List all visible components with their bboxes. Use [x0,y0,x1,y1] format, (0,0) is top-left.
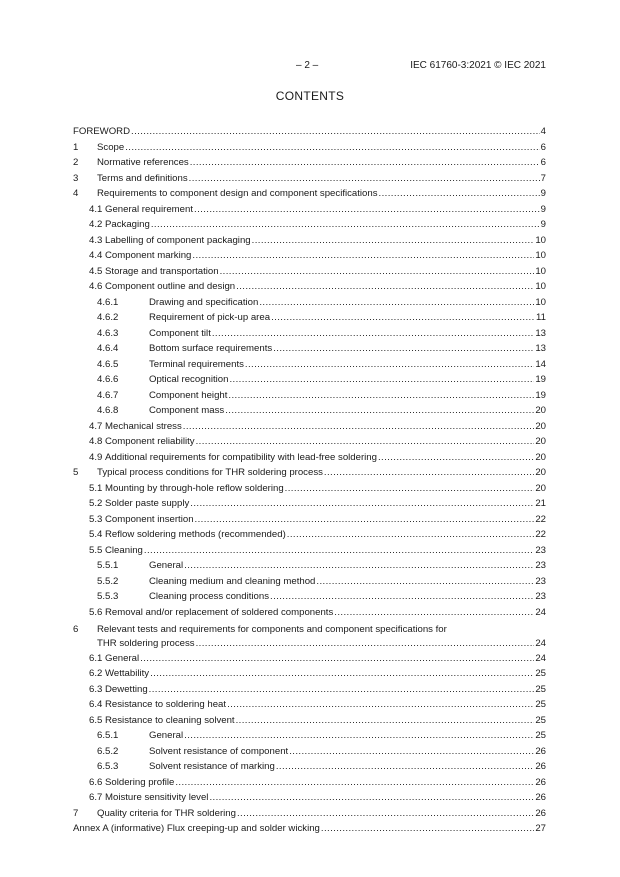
toc-entry-page: 6 [540,157,546,169]
toc-entry[interactable] [73,186,546,202]
leader-dots [125,140,539,156]
toc-entry-title: Resistance to soldering heat [105,699,227,711]
leader-dots [184,728,534,744]
leader-dots [236,713,535,729]
toc-entry[interactable] [73,605,546,621]
toc-entry[interactable] [73,651,546,667]
toc-entry-page: 25 [535,699,546,711]
leader-dots [334,605,534,621]
toc-entry-number: 5.3 [89,513,103,525]
toc-entry[interactable] [73,558,546,574]
toc-entry-page: 20 [535,482,546,494]
toc-entry-number: 2 [73,157,79,169]
leader-dots [245,357,534,373]
toc-entry-page: 24 [535,606,546,618]
leader-dots [270,589,534,605]
toc-entry[interactable] [73,419,546,435]
toc-entry-title: Cleaning process conditions [149,591,269,603]
toc-entry-page: 6 [540,141,546,153]
toc-entry[interactable] [73,233,546,249]
toc-entry-title: Solder paste supply [105,498,190,510]
toc-entry[interactable] [73,357,546,373]
leader-dots [252,233,535,249]
toc-entry-number: 4.6.5 [97,358,119,370]
toc-entry-number: 4.3 [89,234,103,246]
toc-entry[interactable] [73,666,546,682]
toc-entry-page: 13 [535,343,546,355]
toc-entry-title: Component insertion [105,513,194,525]
toc-entry[interactable] [73,326,546,342]
toc-entry-title: Storage and transportation [105,265,219,277]
toc-entry-title: Component mass [149,405,225,417]
leader-dots [220,264,535,280]
toc-entry-title: Cleaning medium and cleaning method [149,575,316,587]
toc-entry-title: FOREWORD [73,126,131,137]
toc-entry-number: 4.2 [89,219,103,231]
toc-entry-number: 6.6 [89,776,103,788]
toc-entry-title: Normative references [97,157,189,169]
toc-entry-page: 23 [535,575,546,587]
toc-entry[interactable] [73,155,546,171]
toc-entry[interactable] [73,310,546,326]
toc-entry[interactable] [73,775,546,791]
toc-entry-title: General requirement [105,203,193,215]
leader-dots [195,512,535,528]
toc-entry[interactable] [73,790,546,806]
toc-entry-page: 10 [535,265,546,277]
toc-entry-number: 3 [73,172,79,184]
leader-dots [175,775,534,791]
toc-entry-page: 20 [535,467,546,479]
leader-dots [228,388,534,404]
toc-entry-title: Additional requirements for compatibility with lead-free soldering [105,451,377,463]
toc-entry[interactable] [73,450,546,466]
toc-entry-number: 4.8 [89,436,103,448]
leader-dots [287,527,535,543]
toc-entry-title: Packaging [105,219,150,231]
toc-entry[interactable] [73,372,546,388]
toc-entry-page: 20 [535,451,546,463]
toc-entry-title: Quality criteria for THR soldering [97,807,236,819]
toc-entry[interactable] [73,589,546,605]
toc-entry-title: Solvent resistance of component [149,745,289,757]
leader-dots [149,682,535,698]
toc-entry-number: 4.6.1 [97,296,119,308]
toc-entry[interactable] [73,697,546,713]
toc-entry[interactable] [73,621,546,651]
leader-dots [227,697,534,713]
toc-entry[interactable] [73,202,546,218]
toc-entry-title: Labelling of component packaging [105,234,251,246]
leader-dots [183,419,535,435]
leader-dots [225,403,534,419]
toc-entry-page: 10 [535,234,546,246]
toc-entry-number: 7 [73,807,79,819]
toc-entry-title: General [149,730,184,742]
toc-entry[interactable] [73,171,546,187]
toc-entry[interactable] [73,574,546,590]
toc-entry-page: 20 [535,436,546,448]
toc-entry-number: 5 [73,467,79,479]
toc-entry-number: 6.4 [89,699,103,711]
toc-entry[interactable] [73,264,546,280]
page-title: CONTENTS [275,89,345,103]
toc-entry-page: 7 [540,172,546,184]
leader-dots [237,806,534,822]
toc-entry-title: Reflow soldering methods (recommended) [105,529,286,541]
toc-entry-title: Bottom surface requirements [149,343,273,355]
toc-entry-page: 21 [535,498,546,510]
leader-dots [321,821,534,837]
toc-entry-title-continued: THR soldering process [97,637,195,649]
toc-entry-title: Component height [149,389,228,401]
leader-dots [229,372,534,388]
toc-entry-page: 9 [540,219,546,231]
toc-entry[interactable] [73,295,546,311]
leader-dots [259,295,534,311]
toc-entry-number: 6.7 [89,792,103,804]
toc-entry[interactable] [73,682,546,698]
toc-entry[interactable] [73,821,546,837]
toc-entry-title: Mechanical stress [105,420,182,432]
leader-dots [196,637,535,651]
toc-entry-page: 23 [535,560,546,572]
toc-entry[interactable] [73,434,546,450]
toc-entry-page: 10 [535,281,546,293]
toc-entry-page: 26 [535,745,546,757]
toc-entry-number: 5.4 [89,529,103,541]
toc-entry[interactable] [73,713,546,729]
leader-dots [379,186,540,202]
toc-entry[interactable] [73,403,546,419]
toc-entry-page: 25 [535,714,546,726]
leader-dots [189,171,540,187]
toc-entry-title: Cleaning [105,544,143,556]
toc-entry-title: Component marking [105,250,192,262]
toc-entry[interactable] [73,388,546,404]
toc-entry[interactable] [73,744,546,760]
toc-entry-page: 26 [535,776,546,788]
toc-entry-number: 5.5.1 [97,560,119,572]
toc-entry-page: 9 [540,188,546,200]
toc-entry-title: Requirement of pick-up area [149,312,271,324]
table-of-contents [73,124,546,837]
leader-dots [184,558,534,574]
toc-entry-page: 11 [536,312,546,324]
leader-dots [190,496,534,512]
toc-entry-page: 20 [535,420,546,432]
toc-entry[interactable] [73,140,546,156]
toc-entry-title: Scope [97,141,125,153]
toc-entry-number: 5.5.3 [97,591,119,603]
toc-entry-title: Terms and definitions [97,172,188,184]
toc-entry-title: Dewetting [105,683,148,695]
toc-entry[interactable] [73,496,546,512]
toc-entry-number: 4.9 [89,451,103,463]
toc-entry[interactable] [73,279,546,295]
toc-entry-number: 6.5.3 [97,761,119,773]
toc-entry-number: 6.1 [89,652,103,664]
toc-entry-page: 4 [540,126,546,137]
toc-entry[interactable] [73,806,546,822]
toc-entry-title: Component tilt [149,327,211,339]
leader-dots [273,341,534,357]
toc-entry-title: Removal and/or replacement of soldered components [105,606,334,618]
toc-entry[interactable] [73,512,546,528]
toc-entry-page: 20 [535,405,546,417]
toc-entry-title: General [105,652,140,664]
toc-entry-number: 4.4 [89,250,103,262]
toc-entry-number: 5.6 [89,606,103,618]
toc-entry-title: Moisture sensitivity level [105,792,209,804]
toc-entry-number: 5.2 [89,498,103,510]
toc-entry-number: 5.5 [89,544,103,556]
leader-dots [324,465,534,481]
toc-entry-page: 22 [535,513,546,525]
toc-entry-page: 14 [535,358,546,370]
toc-entry-number: 6.3 [89,683,103,695]
toc-entry-title: Resistance to cleaning solvent [105,714,235,726]
toc-entry-title: Component reliability [105,436,195,448]
toc-entry-title: Terminal requirements [149,358,244,370]
toc-entry-title: Requirements to component design and component specifications [97,188,378,200]
toc-entry-page: 24 [535,652,546,664]
toc-entry[interactable] [73,341,546,357]
toc-entry-number: 4 [73,188,79,200]
leader-dots [289,744,534,760]
leader-dots [190,155,540,171]
toc-entry[interactable] [73,543,546,559]
leader-dots [209,790,534,806]
leader-dots [285,481,535,497]
toc-entry-title: General [149,560,184,572]
leader-dots [151,217,540,233]
toc-entry-page: 26 [535,761,546,773]
toc-entry-page: 26 [535,792,546,804]
toc-entry-page: 13 [535,327,546,339]
toc-entry[interactable] [73,465,546,481]
leader-dots [378,450,534,466]
toc-entry-number: 1 [73,141,79,153]
toc-entry-number: 4.6 [89,281,103,293]
page-number-header: – 2 – [296,60,319,71]
toc-entry-page: 22 [535,529,546,541]
toc-entry-number: 5.1 [89,482,103,494]
leader-dots [196,434,535,450]
toc-entry-number: 4.6.3 [97,327,119,339]
toc-entry[interactable] [73,759,546,775]
toc-entry-number: 4.7 [89,420,103,432]
leader-dots [131,124,540,140]
toc-entry-title: Wettability [105,668,150,680]
toc-entry-number: 4.6.6 [97,374,119,386]
toc-entry-number: 6 [73,623,79,635]
toc-entry-title: Typical process conditions for THR soldering process [97,467,323,479]
leader-dots [150,666,534,682]
toc-entry-page: 25 [535,668,546,680]
toc-entry[interactable] [73,124,546,140]
toc-entry-number: 4.1 [89,203,103,215]
toc-entry-page: 24 [535,637,546,649]
toc-entry-page: 19 [535,374,546,386]
toc-entry-page: 27 [535,823,546,835]
toc-entry[interactable] [73,248,546,264]
leader-dots [316,574,534,590]
leader-dots [192,248,534,264]
toc-entry-page: 10 [535,250,546,262]
toc-entry-number: 4.6.7 [97,389,119,401]
leader-dots [236,279,534,295]
toc-entry-title: Solvent resistance of marking [149,761,275,773]
toc-entry-page: 10 [535,296,546,308]
leader-dots [276,759,534,775]
leader-dots [140,651,534,667]
toc-entry[interactable] [73,217,546,233]
toc-entry-page: 19 [535,389,546,401]
toc-entry-page: 23 [535,591,546,603]
standard-header: IEC 61760-3:2021 © IEC 2021 [410,60,546,71]
toc-entry-title: Mounting by through-hole reflow soldering [105,482,284,494]
toc-entry[interactable] [73,728,546,744]
leader-dots [271,310,535,326]
toc-entry-title: Component outline and design [105,281,236,293]
toc-entry-number: 4.6.8 [97,405,119,417]
toc-entry-number: 5.5.2 [97,575,119,587]
toc-entry-title: Drawing and specification [149,296,259,308]
leader-dots [194,202,540,218]
toc-entry-title: Soldering profile [105,776,175,788]
toc-entry-title: Optical recognition [149,374,229,386]
toc-entry-number: 4.6.4 [97,343,119,355]
toc-entry-page: 23 [535,544,546,556]
toc-entry[interactable] [73,481,546,497]
toc-entry-number: 6.5.1 [97,730,119,742]
toc-entry[interactable] [73,527,546,543]
toc-entry-page: 25 [535,730,546,742]
toc-entry-number: 6.2 [89,668,103,680]
toc-entry-number: 4.6.2 [97,312,119,324]
toc-entry-number: 6.5.2 [97,745,119,757]
toc-entry-number: 6.5 [89,714,103,726]
leader-dots [144,543,534,559]
toc-entry-number: 4.5 [89,265,103,277]
leader-dots [212,326,534,342]
toc-entry-page: 9 [540,203,546,215]
toc-entry-title: Relevant tests and requirements for components and component specifications for [97,623,447,635]
toc-entry-title: Annex A (informative) Flux creeping-up and solder wicking [73,823,320,835]
toc-entry-page: 26 [535,807,546,819]
toc-entry-page: 25 [535,683,546,695]
